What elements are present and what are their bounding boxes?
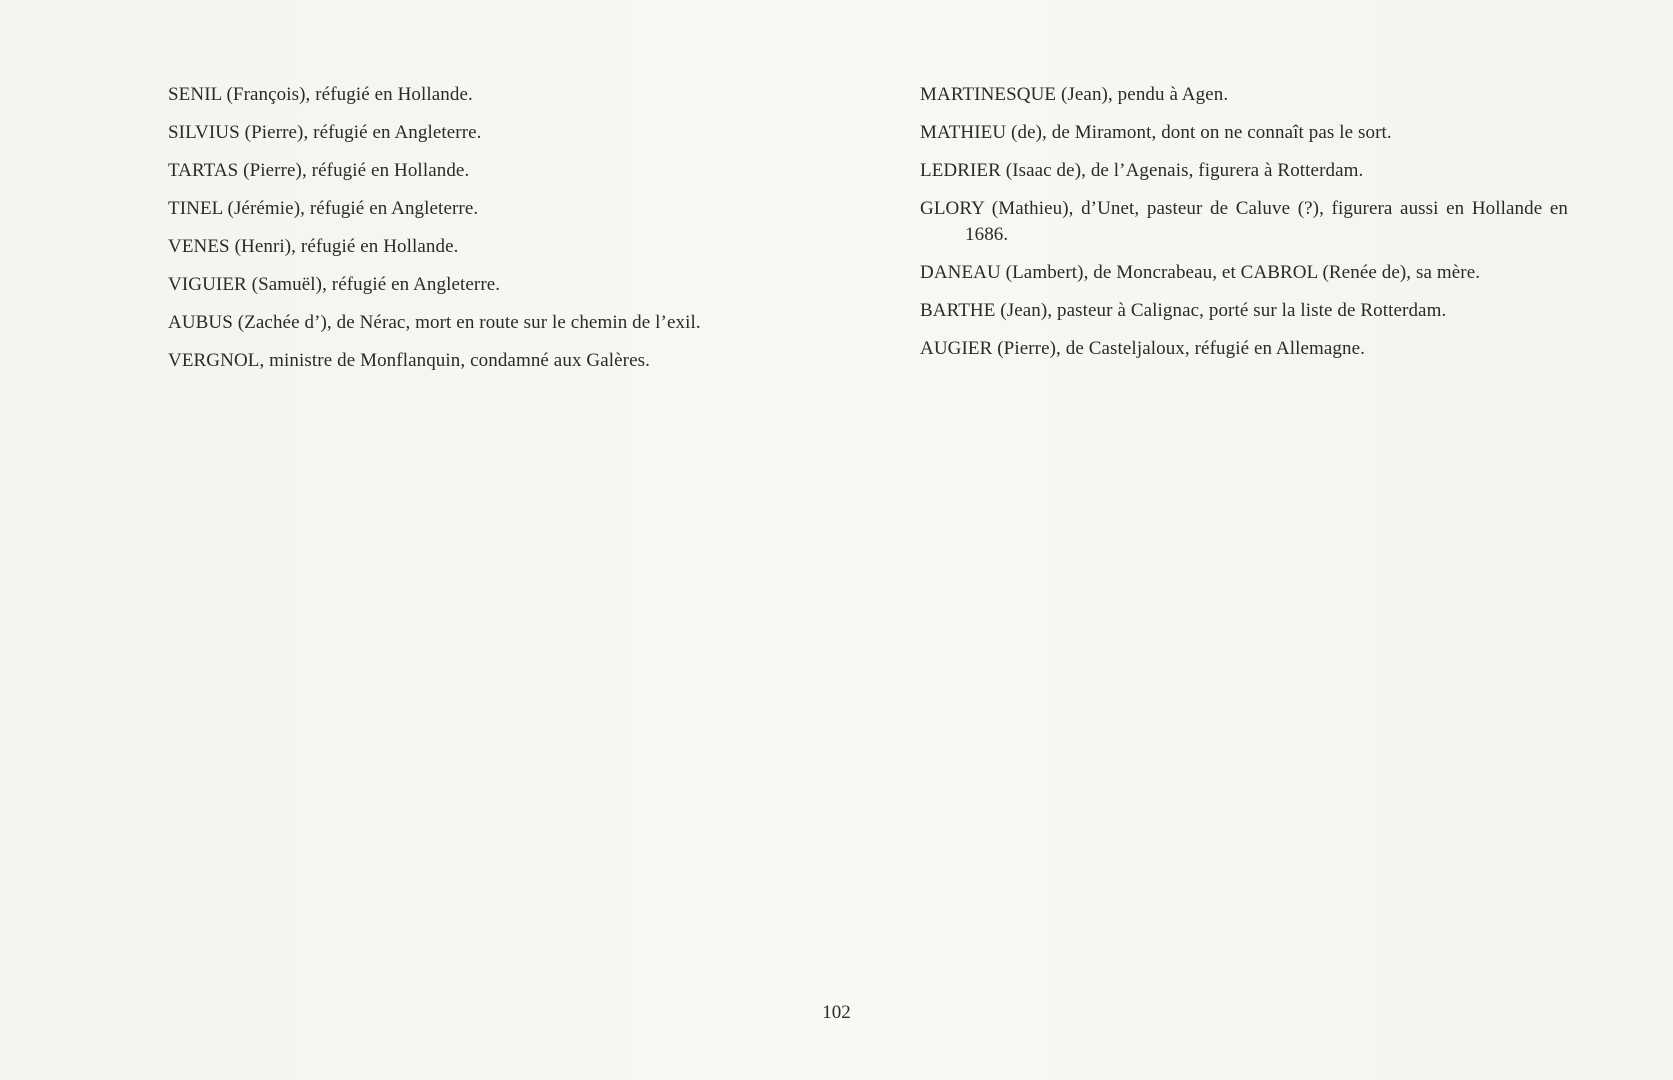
list-item: LEDRIER (Isaac de), de l’Agenais, figurera à Rotterdam.: [920, 160, 1364, 181]
list-item: BARTHE (Jean), pasteur à Calignac, porté sur la liste de Rotterdam.: [920, 300, 1447, 321]
list-item: SENIL (François), réfugié en Hollande.: [168, 84, 473, 105]
list-item: MATHIEU (de), de Miramont, dont on ne connaît pas le sort.: [920, 122, 1392, 143]
list-item: DANEAU (Lambert), de Moncrabeau, et CABROL (Renée de), sa mère.: [920, 262, 1481, 283]
list-item: VIGUIER (Samuël), réfugié en Angleterre.: [168, 274, 501, 295]
right-column: [920, 82, 1568, 374]
list-item: GLORY (Mathieu), d’Unet, pasteur de Caluve (?), figurera aussi en Hollande en 1686.: [920, 198, 1568, 245]
page-number: 102: [822, 1002, 851, 1023]
list-item: AUGIER (Pierre), de Casteljaloux, réfugié en Allemagne.: [920, 338, 1365, 359]
list-item: SILVIUS (Pierre), réfugié en Angleterre.: [168, 122, 482, 143]
list-item: TARTAS (Pierre), réfugié en Hollande.: [168, 160, 470, 181]
left-column: [168, 82, 810, 386]
list-item: TINEL (Jérémie), réfugié en Angleterre.: [168, 198, 479, 219]
list-item: VENES (Henri), réfugié en Hollande.: [168, 236, 459, 257]
list-item: MARTINESQUE (Jean), pendu à Agen.: [920, 84, 1229, 105]
list-item: AUBUS (Zachée d’), de Nérac, mort en route sur le chemin de l’exil.: [168, 312, 701, 333]
list-item: VERGNOL, ministre de Monflanquin, condamné aux Galères.: [168, 350, 650, 371]
